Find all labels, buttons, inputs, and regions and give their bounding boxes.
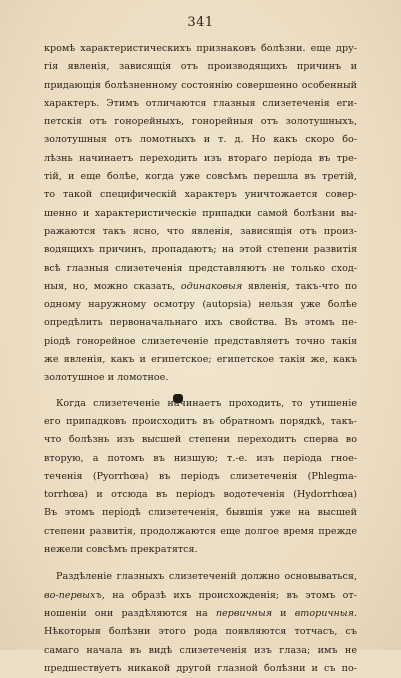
text-line: золотушныя отъ ломотныхъ и т. д. Но какъ скоро бо- — [44, 134, 357, 146]
text-line: вторую, а потомъ въ низшую; т.-е. изъ періода гное- — [44, 452, 357, 464]
text-line: одному наружному осмотру (autopsia) нельзя уже болѣе — [44, 299, 357, 311]
text-line: петскія отъ гонорейныхъ, гонорейныя отъ золотушныхъ, — [44, 116, 357, 128]
body-text — [44, 40, 357, 678]
text-line: степени развитія, продолжаются еще долгое время прежде — [44, 525, 357, 537]
text-line: ношеніи они раздѣляются на первичныя и вторичныя. — [44, 607, 357, 619]
text-line: золотушное и ломотное. — [44, 372, 169, 384]
page-number: 341 — [187, 15, 214, 30]
text-line: самаго начала въ видѣ слизетеченія изъ глаза; имъ не — [44, 644, 357, 656]
text-line: torrhœa) и отсюда въ періодъ водотеченія (Hydorrhœa) — [44, 489, 357, 501]
text-line: что болѣзнь изъ высшей степени переходитъ сперва во — [44, 434, 357, 446]
paragraph-gap — [44, 559, 357, 568]
text-line: ріодѣ гонорейное слизетеченіе представляетъ точно такія — [44, 335, 357, 347]
text-line: Когда слизетеченіе начинаетъ проходить, то утишеніе — [56, 397, 357, 409]
text-line: ныя, но, можно сказать, одинаковыя явленія, такъ-что по — [44, 280, 357, 292]
text-line: кромѣ характеристическихъ признаковъ болѣзни. еще дру- — [44, 43, 357, 54]
text-line: водящихъ причинъ, пропадаютъ; на этой степени развитія — [44, 244, 357, 256]
text-line: же явленія, какъ и египетское; египетское такія же, какъ — [44, 354, 357, 366]
text-line: гія явленія, зависящія отъ производящихъ причинъ и — [44, 61, 357, 73]
text-line: Раздѣленіе глазныхъ слизетеченій должно основываться, — [56, 571, 357, 583]
text-line: его припадковъ происходитъ въ обратномъ порядкѣ, такъ- — [44, 415, 357, 427]
text-line: предшествуетъ никакой другой глазной болѣзни и съ по- — [44, 662, 357, 674]
text-line: опредѣлить первоначальнаго ихъ свойства. Въ этомъ пе- — [44, 317, 357, 329]
text-line: лѣзнь начинаетъ переходить изъ втораго періода въ тре- — [44, 152, 357, 164]
text-line: во-первыхъ, на образѣ ихъ происхожденія; въ этомъ от- — [44, 589, 357, 601]
text-line: шенно и характеристическіе припадки самой болѣзни вы- — [44, 207, 357, 219]
text-line: то такой специфическій характеръ уничтожается совер- — [44, 189, 357, 201]
text-line: тій, и еще болѣе, когда уже совсѣмъ перешла въ третій, — [44, 171, 357, 183]
text-line: всѣ глазныя слизетеченія представляютъ не только сход- — [44, 262, 357, 274]
text-line: придающія болѣзненному состоянію совершенно особенный — [44, 79, 357, 91]
text-line: ражаются такъ ясно, что явленія, зависящія отъ произ- — [44, 225, 357, 237]
text-line: теченія (Pyorrhœa) въ періодъ слизетеченія (Phlegma- — [44, 470, 357, 482]
paragraph-gap — [44, 388, 357, 395]
text-line: Нѣкоторыя болѣзни этого рода появляются тотчасъ, съ — [44, 626, 357, 638]
text-line: характеръ. Этимъ отличаются глазныя слизетеченія еги- — [44, 97, 357, 109]
text-line: Въ этомъ періодѣ слизетеченія, бывшія уже на высшей — [44, 507, 357, 519]
text-line: нежели совсѣмъ прекратятся. — [44, 544, 198, 556]
